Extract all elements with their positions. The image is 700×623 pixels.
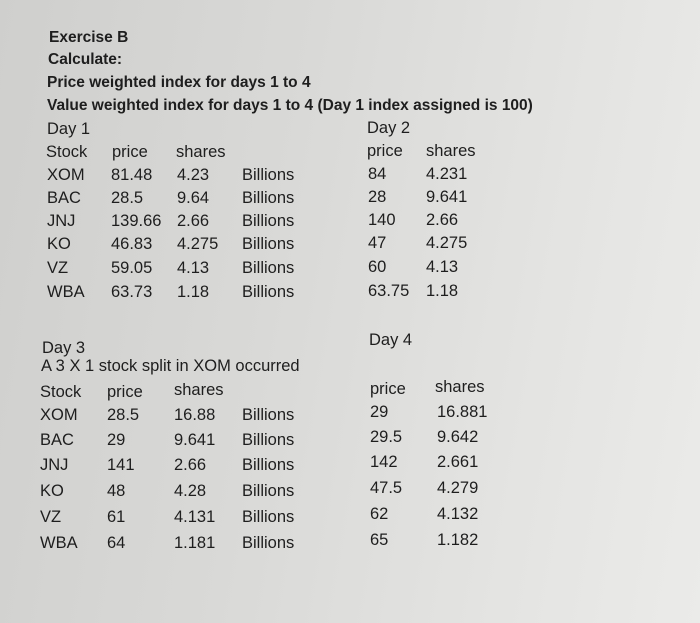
cell-stock: XOM [40,406,78,424]
cell-shares: 16.88 [174,406,216,424]
cell-stock: KO [40,482,64,500]
day2-label: Day 2 [367,119,411,137]
cell-unit: Billions [242,235,295,253]
cell-price2: 142 [370,453,398,471]
col-price: price [112,143,148,161]
cell-price2: 29.5 [370,428,403,446]
cell-unit: Billions [242,212,295,230]
cell-unit: Billions [242,283,295,301]
day1-label: Day 1 [47,120,91,138]
cell-price2: 60 [368,258,387,276]
cell-shares2: 9.641 [426,188,468,206]
cell-stock: VZ [47,259,69,277]
cell-shares: 4.275 [177,235,219,253]
cell-price2: 84 [368,165,387,183]
cell-price: 81.48 [111,166,153,184]
cell-shares2: 1.182 [437,531,479,549]
cell-price: 139.66 [111,212,162,230]
col-price-day4: price [370,380,406,398]
cell-price2: 47.5 [370,479,403,497]
cell-shares: 1.181 [174,534,216,552]
cell-price: 63.73 [111,283,153,301]
col-stock: Stock [46,143,88,161]
cell-shares: 1.18 [177,283,210,301]
cell-shares2: 16.881 [437,403,488,421]
cell-stock: VZ [40,508,62,526]
cell-price2: 65 [370,531,389,549]
cell-shares: 4.23 [177,166,210,184]
cell-shares: 2.66 [174,456,207,474]
task-value-weighted: Value weighted index for days 1 to 4 (Day 1 index assigned is 100) [47,97,533,114]
cell-stock: JNJ [40,456,69,474]
cell-unit: Billions [242,406,295,424]
cell-unit: Billions [242,456,295,474]
col-shares: shares [174,381,224,399]
cell-price2: 63.75 [368,282,410,300]
col-stock: Stock [40,383,82,401]
cell-price: 59.05 [111,259,153,277]
col-shares: shares [176,143,226,161]
cell-shares: 9.64 [177,189,210,207]
task-price-weighted: Price weighted index for days 1 to 4 [47,74,311,91]
cell-price2: 29 [370,403,389,421]
col-price: price [107,383,143,401]
cell-shares: 4.28 [174,482,207,500]
cell-shares2: 9.642 [437,428,479,446]
cell-price: 29 [107,431,126,449]
cell-price: 46.83 [111,235,153,253]
cell-unit: Billions [242,508,295,526]
cell-unit: Billions [242,431,295,449]
cell-shares: 9.641 [174,431,216,449]
cell-unit: Billions [242,189,295,207]
cell-shares: 2.66 [177,212,210,230]
cell-shares2: 4.13 [426,258,459,276]
cell-stock: XOM [47,166,85,184]
cell-shares2: 2.66 [426,211,459,229]
calculate-label: Calculate: [48,51,123,68]
cell-stock: JNJ [47,212,76,230]
cell-stock: KO [47,235,71,253]
cell-price: 61 [107,508,126,526]
col-shares-day2: shares [426,142,476,160]
day3-label: Day 3 [42,339,86,357]
cell-stock: BAC [47,189,81,207]
cell-stock: BAC [40,431,74,449]
cell-shares2: 4.279 [437,479,479,497]
cell-price2: 28 [368,188,387,206]
cell-price2: 140 [368,211,396,229]
cell-price2: 47 [368,234,387,252]
day4-label: Day 4 [369,331,413,349]
split-note: A 3 X 1 stock split in XOM occurred [41,357,300,375]
cell-stock: WBA [47,283,85,301]
cell-shares2: 1.18 [426,282,459,300]
cell-shares2: 4.132 [437,505,479,523]
cell-shares2: 2.661 [437,453,479,471]
cell-shares: 4.131 [174,508,216,526]
cell-price: 141 [107,456,135,474]
cell-price: 48 [107,482,126,500]
cell-price: 64 [107,534,126,552]
cell-unit: Billions [242,259,295,277]
col-shares-day4: shares [435,378,485,396]
cell-shares: 4.13 [177,259,210,277]
cell-price2: 62 [370,505,389,523]
cell-unit: Billions [242,166,295,184]
cell-unit: Billions [242,482,295,500]
col-price-day2: price [367,142,403,160]
cell-price: 28.5 [111,189,144,207]
cell-price: 28.5 [107,406,140,424]
exercise-title: Exercise B [49,29,129,46]
cell-unit: Billions [242,534,295,552]
cell-shares2: 4.231 [426,165,468,183]
cell-shares2: 4.275 [426,234,468,252]
cell-stock: WBA [40,534,78,552]
